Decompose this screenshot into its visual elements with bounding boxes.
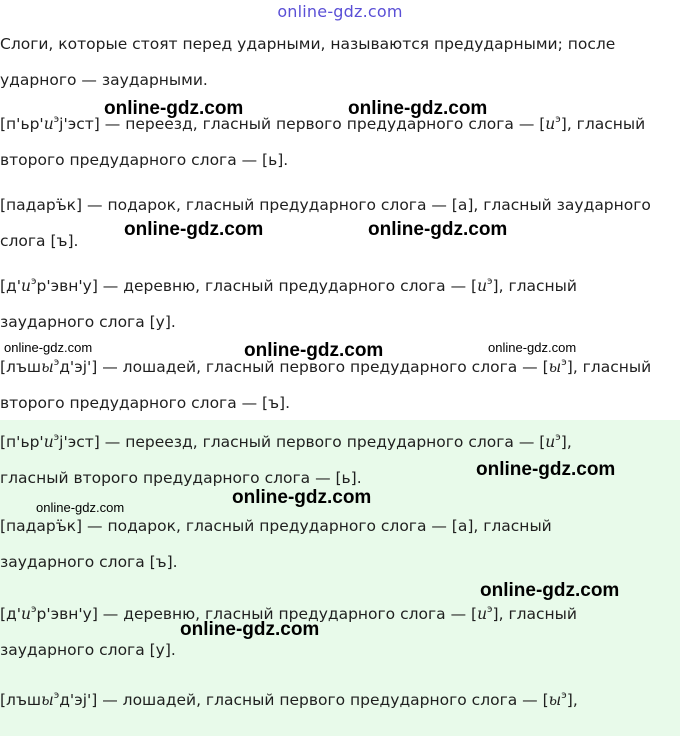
example-2-line-1: [падаръ̈к] — подарок, гласный предударного слога — [а], гласный заударного	[0, 196, 651, 214]
example-4-line-1: [лъшы$^э$д'эj'] — лошадей, гласный первого предударного слога — $[ы^э]$, гласный	[0, 357, 652, 376]
watermark: online-gdz.com	[476, 459, 616, 480]
answer-3-line-1: $[д'и^эр'эвн'у]$ — деревню, гласный предударного слога — $[и^э]$, гласный	[0, 604, 577, 623]
example-3-line-1: $[д'и^эр'эвн'у]$ — деревню, гласный предударного слога — $[и^э]$, гласный	[0, 276, 577, 295]
watermark: online-gdz.com	[180, 619, 320, 640]
answer-2-line-1: [падаръ̈к] — подарок, гласный предударного слога — [а], гласный	[0, 517, 552, 535]
example-4-line-2: второго предударного слога — [ъ].	[0, 394, 291, 412]
answer-1-line-1: $[п'ьр'и^эj'эст]$ — переезд, гласный первого предударного слога — $[и^э]$,	[0, 432, 572, 451]
answer-2	[0, 508, 672, 580]
watermark: online-gdz.com	[232, 487, 372, 508]
watermark-small: online-gdz.com	[36, 500, 125, 515]
example-1-line-1: $[п'ьр'и^эj'эст]$ — переезд, гласный первого предударного слога — $[и^э]$, гласный	[0, 114, 646, 133]
answer-3-line-2: заударного слога [у].	[0, 641, 176, 659]
example-1-line-2: второго предударного слога — [ь].	[0, 151, 289, 169]
answer-4-line-1: [лъшы$^э$д'эj'] — лошадей, гласный первого предударного слога — $[ы^э]$,	[0, 690, 578, 709]
watermark: online-gdz.com	[124, 219, 264, 240]
answer-3	[0, 596, 672, 668]
example-2-line-2: слога [ъ].	[0, 232, 79, 250]
watermark-small: online-gdz.com	[4, 340, 93, 355]
header-watermark: online-gdz.com	[277, 2, 403, 21]
intro-paragraph	[0, 26, 672, 98]
example-3-line-2: заударного слога [у].	[0, 313, 176, 331]
watermark: online-gdz.com	[368, 219, 508, 240]
answer-2-line-2: заударного слога [ъ].	[0, 553, 178, 571]
watermark: online-gdz.com	[104, 98, 244, 119]
answer-1-line-2: гласный второго предударного слога — [ь].	[0, 469, 362, 487]
example-1	[0, 106, 672, 178]
watermark: online-gdz.com	[348, 98, 488, 119]
watermark-small: online-gdz.com	[488, 340, 577, 355]
answer-4	[0, 682, 672, 718]
watermark: online-gdz.com	[244, 340, 384, 361]
intro-line-1: Слоги, которые стоят перед ударными, называются предударными; после	[0, 35, 616, 53]
intro-line-2: ударного — заударными.	[0, 71, 208, 89]
example-3	[0, 268, 672, 340]
watermark: online-gdz.com	[480, 580, 620, 601]
example-2	[0, 187, 672, 259]
